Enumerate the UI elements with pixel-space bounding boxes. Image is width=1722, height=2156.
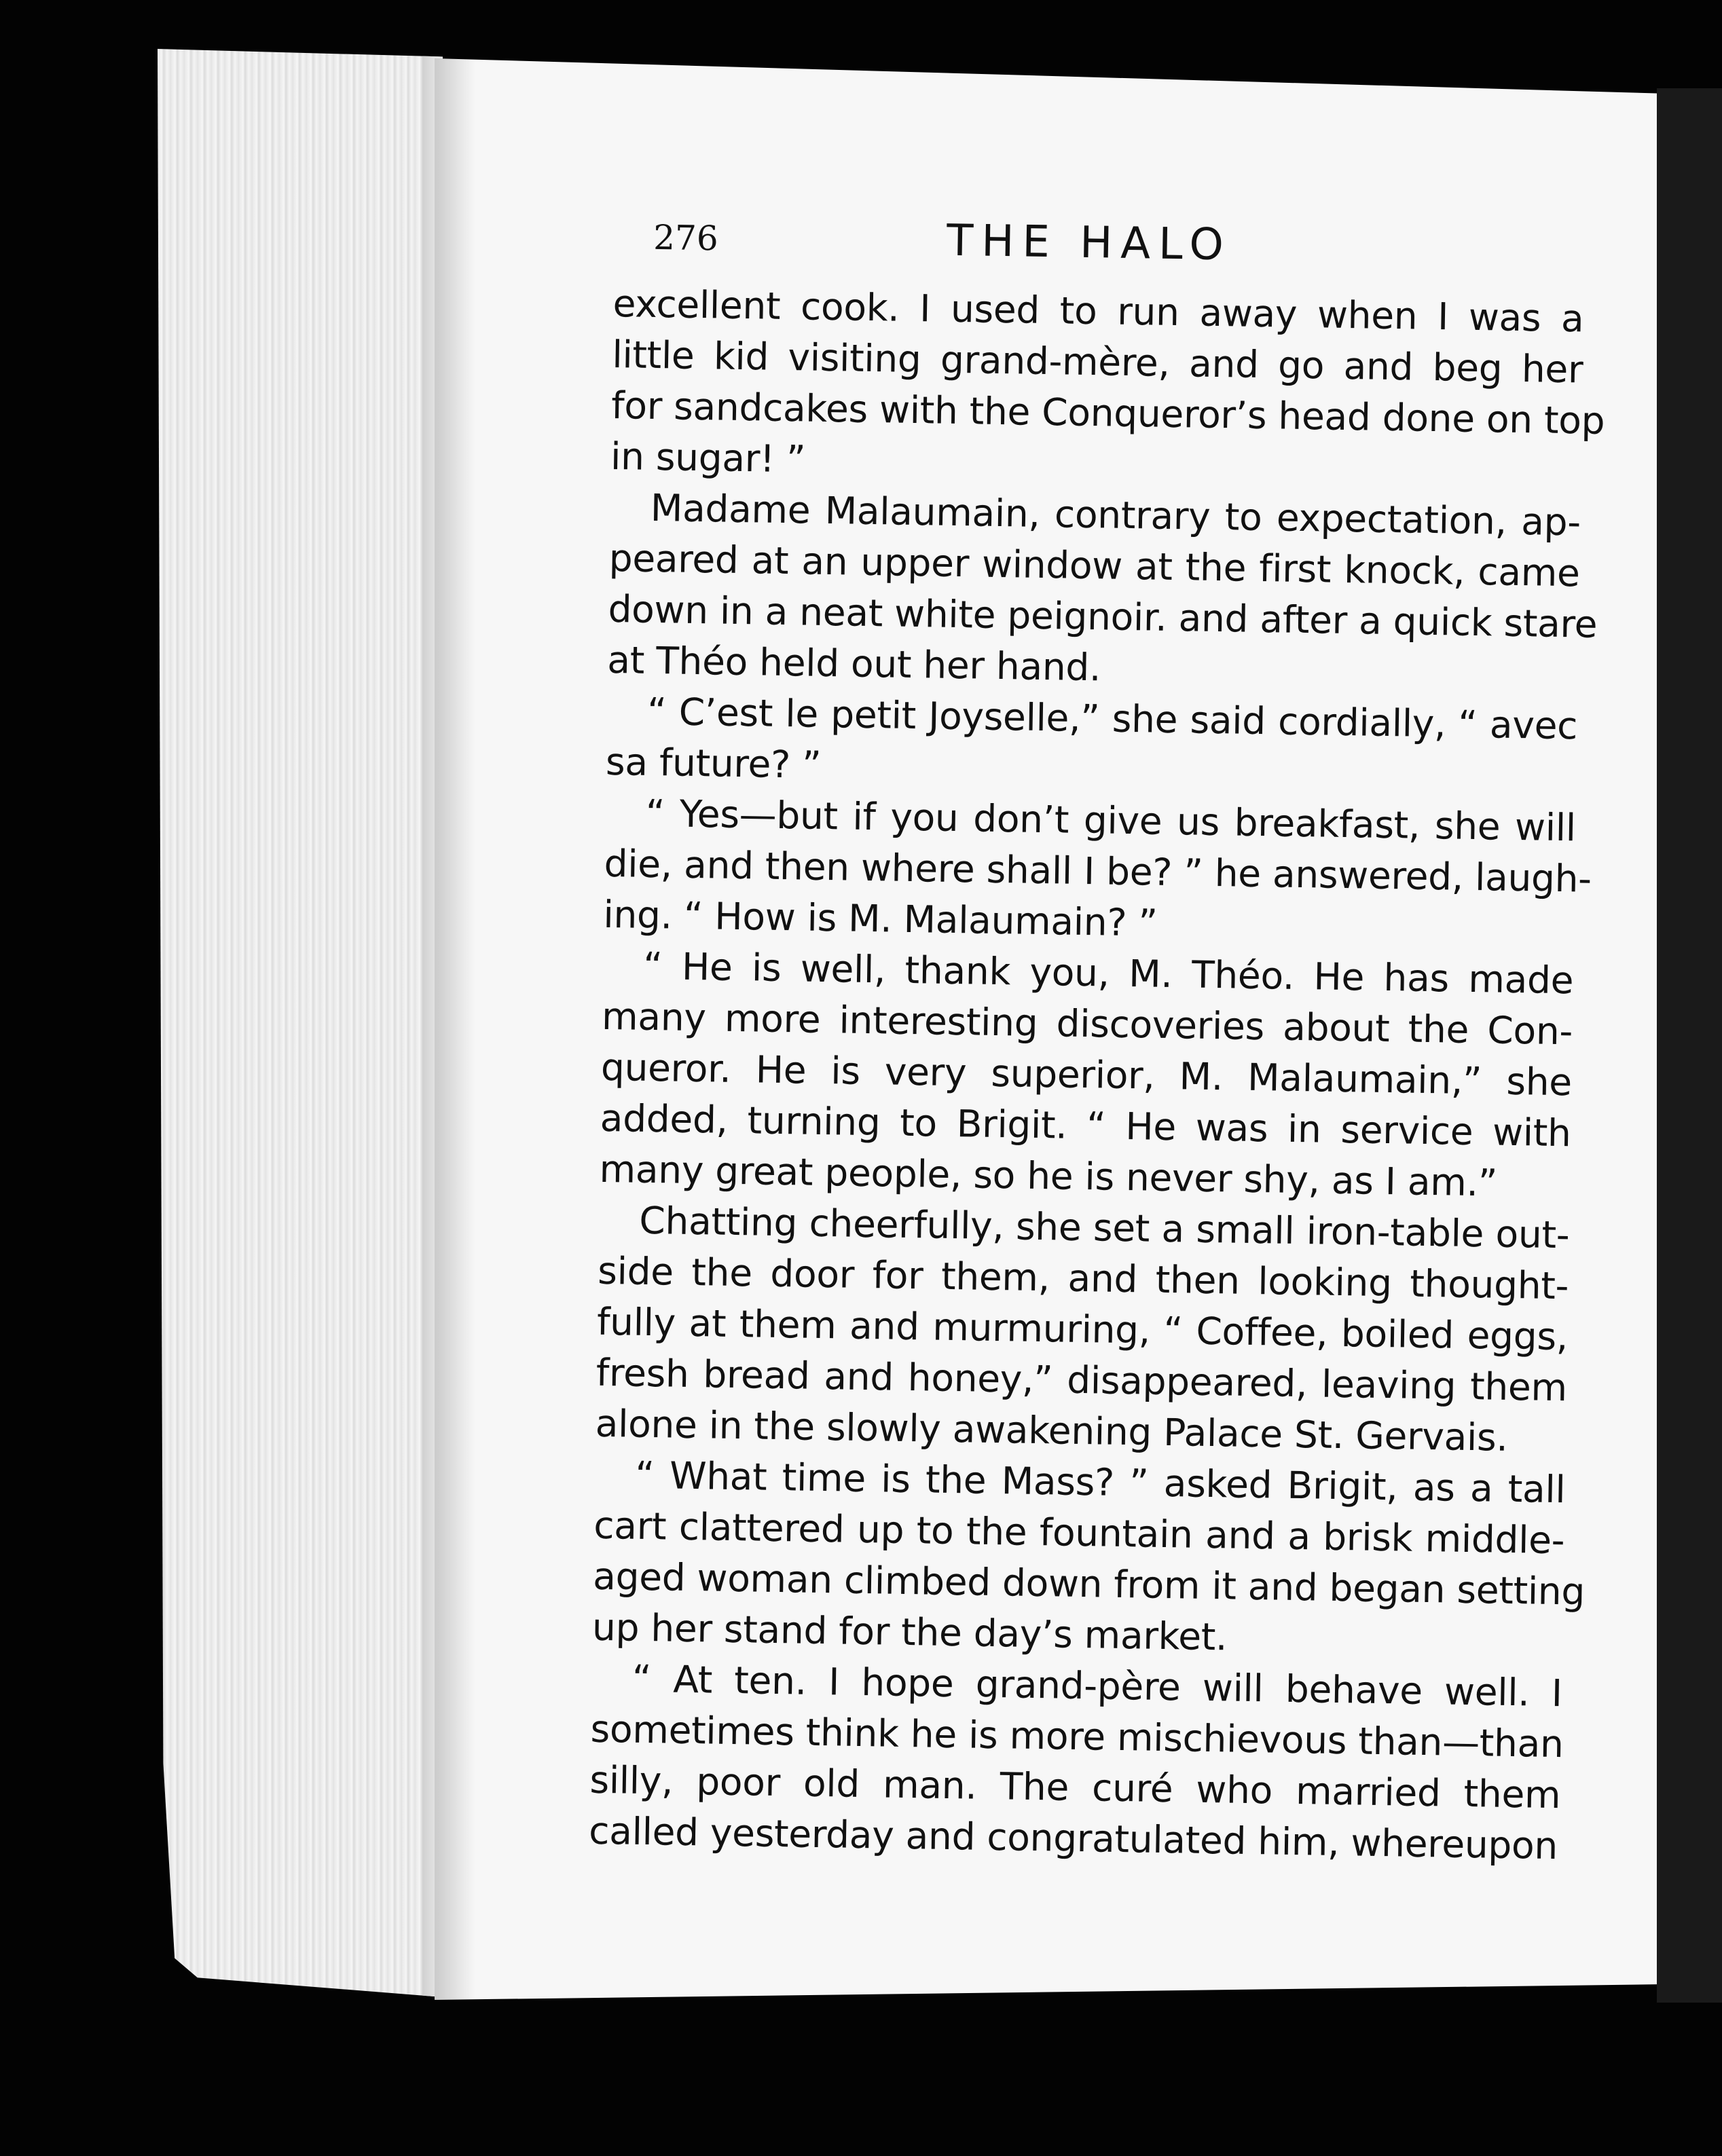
text-line: sometimes think he is more mischievous than—than xyxy=(590,1707,1564,1766)
text-line: “ C’est le petit Joyselle,” she said cordially, “ avec xyxy=(646,689,1578,748)
text-line: alone in the slowly awakening Palace St. Gervais. xyxy=(595,1401,1509,1460)
text-line: side the door for them, and then looking thought- xyxy=(597,1248,1569,1308)
paragraph xyxy=(589,1653,1563,1872)
text-line: many great people, so he is never shy, as I am.” xyxy=(599,1147,1498,1205)
text-line: added, turning to Brigit. “ He was in service with xyxy=(600,1096,1572,1155)
text-line: called yesterday and congratulated him, whereupon xyxy=(588,1808,1558,1868)
running-title: THE HALO xyxy=(946,215,1232,271)
text-line: little kid visiting grand-mère, and go and beg her xyxy=(612,332,1583,392)
paragraph xyxy=(603,787,1592,955)
body-text xyxy=(588,278,1605,1872)
text-line: peared at an upper window at the first knock, came xyxy=(608,536,1581,595)
text-line: “ What time is the Mass? ” asked Brigit, as a tall xyxy=(635,1453,1566,1512)
paragraph xyxy=(599,940,1574,1210)
page-text xyxy=(588,204,1605,1872)
text-line: die, and then where shall I be? ” he answered, laugh- xyxy=(604,841,1592,901)
paragraph xyxy=(605,686,1577,802)
page-edges xyxy=(158,49,443,1997)
text-line: “ At ten. I hope grand-père will behave well. I xyxy=(631,1656,1563,1715)
paragraph xyxy=(595,1195,1570,1464)
backdrop-edge xyxy=(1657,88,1722,2003)
page-number: 276 xyxy=(653,217,719,259)
text-line: at Théo held out her hand. xyxy=(606,637,1101,690)
text-line: sa future? ” xyxy=(605,739,822,787)
text-line: “ Yes—but if you don’t give us breakfast, she will xyxy=(645,791,1577,850)
text-line: in sugar! ” xyxy=(610,434,806,481)
text-line: up her stand for the day’s market. xyxy=(591,1605,1228,1659)
text-line: “ He is well, thank you, M. Théo. He has made xyxy=(642,944,1574,1003)
text-line: for sandcakes with the Conqueror’s head done on top xyxy=(610,383,1605,443)
text-line: down in a neat white peignoir. and after a quick stare xyxy=(608,587,1598,646)
page-header xyxy=(613,204,1586,293)
text-line: Chatting cheerfully, she set a small iron-table out- xyxy=(638,1198,1570,1257)
text-line: fully at them and murmuring, “ Coffee, boiled eggs, xyxy=(596,1299,1569,1359)
paragraph xyxy=(610,278,1605,497)
text-line: silly, poor old man. The curé who married them xyxy=(589,1758,1561,1817)
text-line: ing. “ How is M. Malaumain? ” xyxy=(603,892,1158,945)
paragraph xyxy=(606,482,1598,701)
text-line: queror. He is very superior, M. Malaumain,” she xyxy=(600,1045,1573,1104)
paragraph xyxy=(591,1449,1586,1668)
text-line: cart clattered up to the fountain and a brisk middle- xyxy=(593,1503,1565,1563)
text-line: Madame Malaumain, contrary to expectation, ap- xyxy=(650,485,1581,544)
gutter-shadow xyxy=(435,58,475,2000)
text-line: fresh bread and honey,” disappeared, leaving them xyxy=(596,1350,1568,1410)
text-line: excellent cook. I used to run away when I was a xyxy=(612,281,1585,341)
text-line: aged woman climbed down from it and began setting xyxy=(592,1554,1586,1614)
text-line: many more interesting discoveries about the Con- xyxy=(601,994,1573,1054)
